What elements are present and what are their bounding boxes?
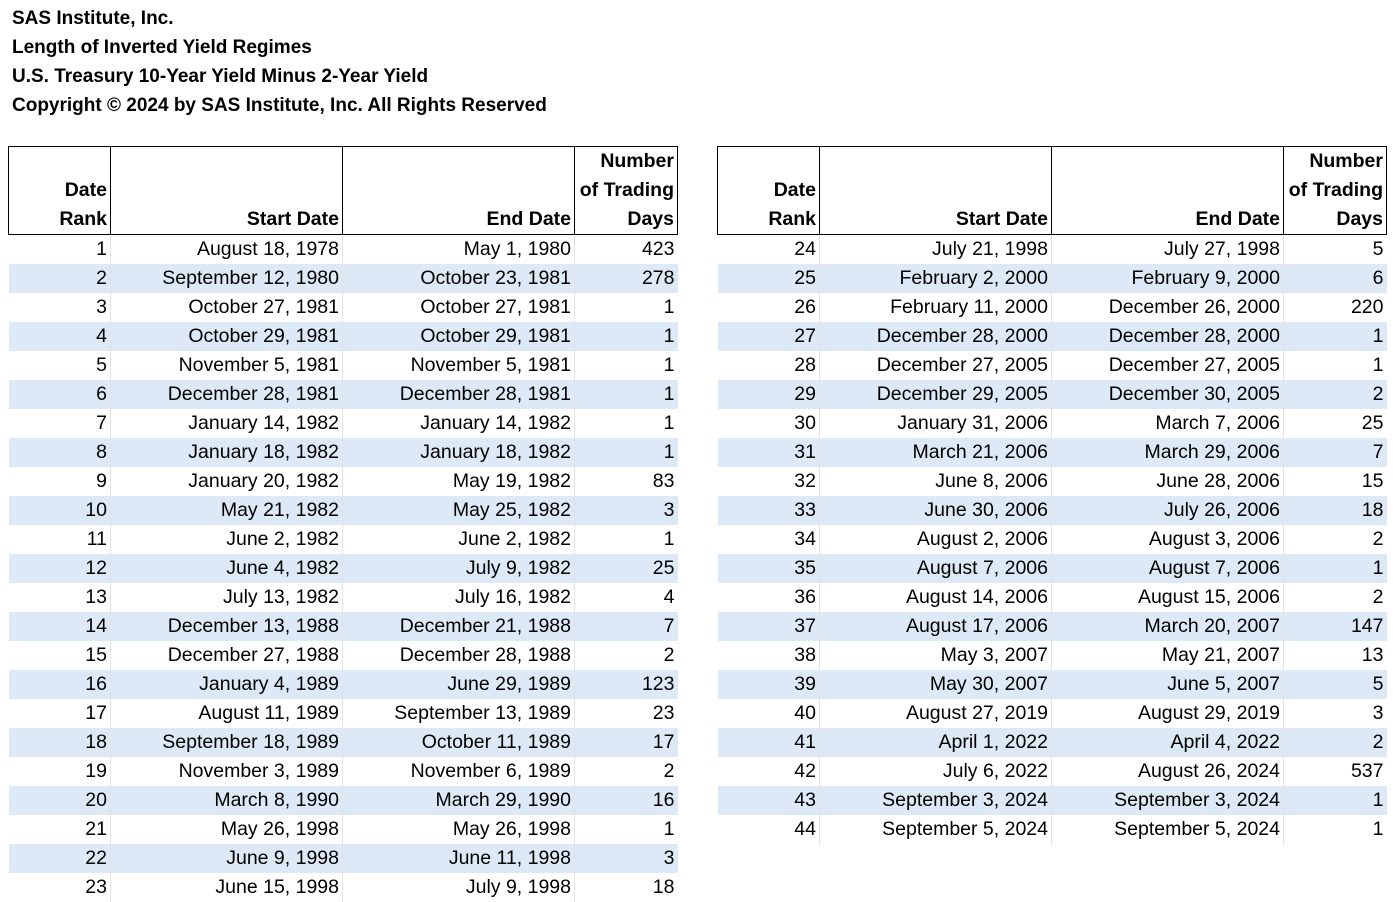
start-date-cell: March 8, 1990 [111, 786, 343, 815]
header-line: Days [627, 208, 674, 230]
table-row [9, 670, 678, 699]
start-date-cell: January 18, 1982 [111, 438, 343, 467]
trading-days-cell: 1 [575, 438, 678, 467]
start-date-cell: January 14, 1982 [111, 409, 343, 438]
start-date-cell: May 21, 1982 [111, 496, 343, 525]
start-date-cell: May 30, 2007 [820, 670, 1052, 699]
start-date-cell: January 20, 1982 [111, 467, 343, 496]
trading-days-cell: 3 [575, 844, 678, 873]
start-date-cell: August 11, 1989 [111, 699, 343, 728]
end-date-cell: July 16, 1982 [343, 583, 575, 612]
trading-days-cell: 7 [575, 612, 678, 641]
table-row [9, 554, 678, 583]
date-rank-cell: 29 [718, 380, 820, 409]
trading-days-cell: 15 [1284, 467, 1387, 496]
column-header-end-date: End Date [343, 147, 575, 235]
date-rank-cell: 31 [718, 438, 820, 467]
date-rank-cell: 44 [718, 815, 820, 844]
trading-days-cell: 4 [575, 583, 678, 612]
trading-days-cell: 1 [1284, 786, 1387, 815]
table-row [9, 467, 678, 496]
date-rank-cell: 26 [718, 293, 820, 322]
end-date-cell: July 9, 1982 [343, 554, 575, 583]
header-line: of Trading [580, 179, 674, 201]
end-date-cell: December 28, 1981 [343, 380, 575, 409]
trading-days-cell: 18 [575, 873, 678, 902]
company-name: SAS Institute, Inc. [12, 4, 547, 33]
date-rank-cell: 14 [9, 612, 111, 641]
trading-days-cell: 2 [1284, 583, 1387, 612]
end-date-cell: June 11, 1998 [343, 844, 575, 873]
end-date-cell: August 26, 2024 [1052, 757, 1284, 786]
end-date-cell: April 4, 2022 [1052, 728, 1284, 757]
start-date-cell: October 29, 1981 [111, 322, 343, 351]
trading-days-cell: 423 [575, 235, 678, 265]
end-date-cell: March 7, 2006 [1052, 409, 1284, 438]
start-date-cell: August 27, 2019 [820, 699, 1052, 728]
date-rank-cell: 27 [718, 322, 820, 351]
end-date-cell: September 13, 1989 [343, 699, 575, 728]
start-date-cell: November 5, 1981 [111, 351, 343, 380]
trading-days-cell: 3 [1284, 699, 1387, 728]
end-date-cell: October 29, 1981 [343, 322, 575, 351]
start-date-cell: December 28, 2000 [820, 322, 1052, 351]
table-body-right [718, 235, 1387, 845]
end-date-cell: August 29, 2019 [1052, 699, 1284, 728]
date-rank-cell: 2 [9, 264, 111, 293]
trading-days-cell: 83 [575, 467, 678, 496]
date-rank-cell: 41 [718, 728, 820, 757]
date-rank-cell: 42 [718, 757, 820, 786]
date-rank-cell: 36 [718, 583, 820, 612]
table-row [9, 322, 678, 351]
start-date-cell: December 28, 1981 [111, 380, 343, 409]
end-date-cell: May 25, 1982 [343, 496, 575, 525]
date-rank-cell: 19 [9, 757, 111, 786]
end-date-cell: October 23, 1981 [343, 264, 575, 293]
trading-days-cell: 13 [1284, 641, 1387, 670]
table-row [718, 554, 1387, 583]
trading-days-cell: 2 [575, 757, 678, 786]
end-date-cell: February 9, 2000 [1052, 264, 1284, 293]
table-row [718, 641, 1387, 670]
end-date-cell: July 9, 1998 [343, 873, 575, 902]
end-date-cell: June 29, 1989 [343, 670, 575, 699]
end-date-cell: June 2, 1982 [343, 525, 575, 554]
trading-days-cell: 16 [575, 786, 678, 815]
date-rank-cell: 8 [9, 438, 111, 467]
date-rank-cell: 6 [9, 380, 111, 409]
end-date-cell: December 30, 2005 [1052, 380, 1284, 409]
start-date-cell: August 14, 2006 [820, 583, 1052, 612]
table-row [718, 409, 1387, 438]
column-header-date-rank: Date Rank [9, 147, 111, 235]
start-date-cell: December 13, 1988 [111, 612, 343, 641]
trading-days-cell: 1 [575, 815, 678, 844]
end-date-cell: March 20, 2007 [1052, 612, 1284, 641]
table-row [9, 583, 678, 612]
date-rank-cell: 30 [718, 409, 820, 438]
date-rank-cell: 23 [9, 873, 111, 902]
table-row [718, 786, 1387, 815]
start-date-cell: February 2, 2000 [820, 264, 1052, 293]
table-row [718, 467, 1387, 496]
start-date-cell: June 8, 2006 [820, 467, 1052, 496]
table-body-left [9, 235, 678, 902]
date-rank-cell: 15 [9, 641, 111, 670]
date-rank-cell: 37 [718, 612, 820, 641]
end-date-cell: July 27, 1998 [1052, 235, 1284, 265]
end-date-cell: November 5, 1981 [343, 351, 575, 380]
date-rank-cell: 13 [9, 583, 111, 612]
table-row [9, 380, 678, 409]
table-row [9, 235, 678, 265]
trading-days-cell: 5 [1284, 670, 1387, 699]
date-rank-cell: 24 [718, 235, 820, 265]
trading-days-cell: 123 [575, 670, 678, 699]
start-date-cell: June 4, 1982 [111, 554, 343, 583]
table-row [9, 612, 678, 641]
date-rank-cell: 20 [9, 786, 111, 815]
trading-days-cell: 1 [1284, 351, 1387, 380]
date-rank-cell: 5 [9, 351, 111, 380]
end-date-cell: December 26, 2000 [1052, 293, 1284, 322]
header-row [718, 147, 1387, 235]
end-date-cell: June 5, 2007 [1052, 670, 1284, 699]
trading-days-cell: 2 [575, 641, 678, 670]
table-row [718, 699, 1387, 728]
date-rank-cell: 32 [718, 467, 820, 496]
end-date-cell: May 19, 1982 [343, 467, 575, 496]
start-date-cell: March 21, 2006 [820, 438, 1052, 467]
start-date-cell: May 3, 2007 [820, 641, 1052, 670]
start-date-cell: February 11, 2000 [820, 293, 1052, 322]
date-rank-cell: 17 [9, 699, 111, 728]
start-date-cell: December 27, 2005 [820, 351, 1052, 380]
end-date-cell: December 28, 2000 [1052, 322, 1284, 351]
end-date-cell: August 15, 2006 [1052, 583, 1284, 612]
table-row [718, 380, 1387, 409]
header-line: Number [1309, 150, 1383, 172]
table-row [718, 438, 1387, 467]
table-row [718, 815, 1387, 844]
trading-days-cell: 5 [1284, 235, 1387, 265]
trading-days-cell: 1 [575, 409, 678, 438]
trading-days-cell: 1 [1284, 554, 1387, 583]
header-line: Days [1336, 208, 1383, 230]
report-header [12, 4, 547, 120]
end-date-cell: March 29, 1990 [343, 786, 575, 815]
date-rank-cell: 43 [718, 786, 820, 815]
copyright-notice: Copyright © 2024 by SAS Institute, Inc. All Rights Reserved [12, 91, 547, 120]
column-header-trading-days [1284, 147, 1387, 235]
report-title: Length of Inverted Yield Regimes [12, 33, 547, 62]
table-row [718, 728, 1387, 757]
start-date-cell: August 2, 2006 [820, 525, 1052, 554]
table-row [9, 699, 678, 728]
table-row [718, 351, 1387, 380]
date-rank-cell: 38 [718, 641, 820, 670]
date-rank-cell: 34 [718, 525, 820, 554]
regimes-table-right [717, 146, 1387, 844]
table-row [9, 351, 678, 380]
table-row [9, 264, 678, 293]
end-date-cell: September 5, 2024 [1052, 815, 1284, 844]
start-date-cell: July 6, 2022 [820, 757, 1052, 786]
trading-days-cell: 1 [575, 380, 678, 409]
end-date-cell: September 3, 2024 [1052, 786, 1284, 815]
end-date-cell: March 29, 2006 [1052, 438, 1284, 467]
end-date-cell: July 26, 2006 [1052, 496, 1284, 525]
trading-days-cell: 147 [1284, 612, 1387, 641]
end-date-cell: May 1, 1980 [343, 235, 575, 265]
start-date-cell: October 27, 1981 [111, 293, 343, 322]
start-date-cell: November 3, 1989 [111, 757, 343, 786]
table-row [718, 322, 1387, 351]
trading-days-cell: 278 [575, 264, 678, 293]
start-date-cell: September 5, 2024 [820, 815, 1052, 844]
start-date-cell: August 18, 1978 [111, 235, 343, 265]
date-rank-cell: 12 [9, 554, 111, 583]
table-row [9, 438, 678, 467]
regimes-table-left [8, 146, 678, 902]
end-date-cell: May 26, 1998 [343, 815, 575, 844]
table-row [9, 641, 678, 670]
trading-days-cell: 7 [1284, 438, 1387, 467]
start-date-cell: April 1, 2022 [820, 728, 1052, 757]
table-row [718, 496, 1387, 525]
date-rank-cell: 7 [9, 409, 111, 438]
start-date-cell: July 13, 1982 [111, 583, 343, 612]
start-date-cell: July 21, 1998 [820, 235, 1052, 265]
table-row [718, 583, 1387, 612]
table-row [9, 757, 678, 786]
date-rank-cell: 1 [9, 235, 111, 265]
start-date-cell: September 3, 2024 [820, 786, 1052, 815]
trading-days-cell: 25 [575, 554, 678, 583]
date-rank-cell: 28 [718, 351, 820, 380]
table-row [9, 728, 678, 757]
table-row [9, 786, 678, 815]
date-rank-cell: 4 [9, 322, 111, 351]
start-date-cell: August 7, 2006 [820, 554, 1052, 583]
table-row [718, 757, 1387, 786]
date-rank-cell: 21 [9, 815, 111, 844]
trading-days-cell: 2 [1284, 380, 1387, 409]
start-date-cell: June 30, 2006 [820, 496, 1052, 525]
start-date-cell: December 29, 2005 [820, 380, 1052, 409]
start-date-cell: June 9, 1998 [111, 844, 343, 873]
table-row [718, 293, 1387, 322]
trading-days-cell: 1 [575, 293, 678, 322]
table-row [718, 612, 1387, 641]
table-row [718, 670, 1387, 699]
trading-days-cell: 25 [1284, 409, 1387, 438]
report-subtitle: U.S. Treasury 10-Year Yield Minus 2-Year Yield [12, 62, 547, 91]
end-date-cell: December 28, 1988 [343, 641, 575, 670]
start-date-cell: August 17, 2006 [820, 612, 1052, 641]
trading-days-cell: 17 [575, 728, 678, 757]
end-date-cell: December 27, 2005 [1052, 351, 1284, 380]
start-date-cell: June 2, 1982 [111, 525, 343, 554]
date-rank-cell: 9 [9, 467, 111, 496]
table-row [9, 525, 678, 554]
end-date-cell: October 11, 1989 [343, 728, 575, 757]
start-date-cell: December 27, 1988 [111, 641, 343, 670]
end-date-cell: January 18, 1982 [343, 438, 575, 467]
trading-days-cell: 537 [1284, 757, 1387, 786]
date-rank-cell: 22 [9, 844, 111, 873]
trading-days-cell: 18 [1284, 496, 1387, 525]
start-date-cell: September 18, 1989 [111, 728, 343, 757]
trading-days-cell: 2 [1284, 525, 1387, 554]
table-row [9, 496, 678, 525]
date-rank-cell: 39 [718, 670, 820, 699]
end-date-cell: August 7, 2006 [1052, 554, 1284, 583]
end-date-cell: August 3, 2006 [1052, 525, 1284, 554]
start-date-cell: January 4, 1989 [111, 670, 343, 699]
start-date-cell: January 31, 2006 [820, 409, 1052, 438]
trading-days-cell: 6 [1284, 264, 1387, 293]
table-row [9, 873, 678, 902]
date-rank-cell: 35 [718, 554, 820, 583]
table-row [718, 235, 1387, 265]
table-row [9, 409, 678, 438]
header-line: Number [600, 150, 674, 172]
trading-days-cell: 2 [1284, 728, 1387, 757]
column-header-date-rank: Date Rank [718, 147, 820, 235]
trading-days-cell: 1 [575, 525, 678, 554]
table-row [9, 844, 678, 873]
table-row [9, 293, 678, 322]
date-rank-cell: 33 [718, 496, 820, 525]
trading-days-cell: 1 [1284, 815, 1387, 844]
end-date-cell: October 27, 1981 [343, 293, 575, 322]
end-date-cell: November 6, 1989 [343, 757, 575, 786]
end-date-cell: June 28, 2006 [1052, 467, 1284, 496]
trading-days-cell: 3 [575, 496, 678, 525]
date-rank-cell: 40 [718, 699, 820, 728]
start-date-cell: June 15, 1998 [111, 873, 343, 902]
column-header-end-date: End Date [1052, 147, 1284, 235]
header-line: of Trading [1289, 179, 1383, 201]
date-rank-cell: 3 [9, 293, 111, 322]
date-rank-cell: 25 [718, 264, 820, 293]
column-header-start-date: Start Date [111, 147, 343, 235]
end-date-cell: December 21, 1988 [343, 612, 575, 641]
column-header-start-date: Start Date [820, 147, 1052, 235]
trading-days-cell: 220 [1284, 293, 1387, 322]
start-date-cell: September 12, 1980 [111, 264, 343, 293]
table-row [718, 264, 1387, 293]
column-header-trading-days [575, 147, 678, 235]
date-rank-cell: 18 [9, 728, 111, 757]
date-rank-cell: 11 [9, 525, 111, 554]
trading-days-cell: 23 [575, 699, 678, 728]
table-row [718, 525, 1387, 554]
date-rank-cell: 16 [9, 670, 111, 699]
table-row [9, 815, 678, 844]
date-rank-cell: 10 [9, 496, 111, 525]
header-row [9, 147, 678, 235]
end-date-cell: May 21, 2007 [1052, 641, 1284, 670]
end-date-cell: January 14, 1982 [343, 409, 575, 438]
trading-days-cell: 1 [1284, 322, 1387, 351]
start-date-cell: May 26, 1998 [111, 815, 343, 844]
trading-days-cell: 1 [575, 322, 678, 351]
trading-days-cell: 1 [575, 351, 678, 380]
